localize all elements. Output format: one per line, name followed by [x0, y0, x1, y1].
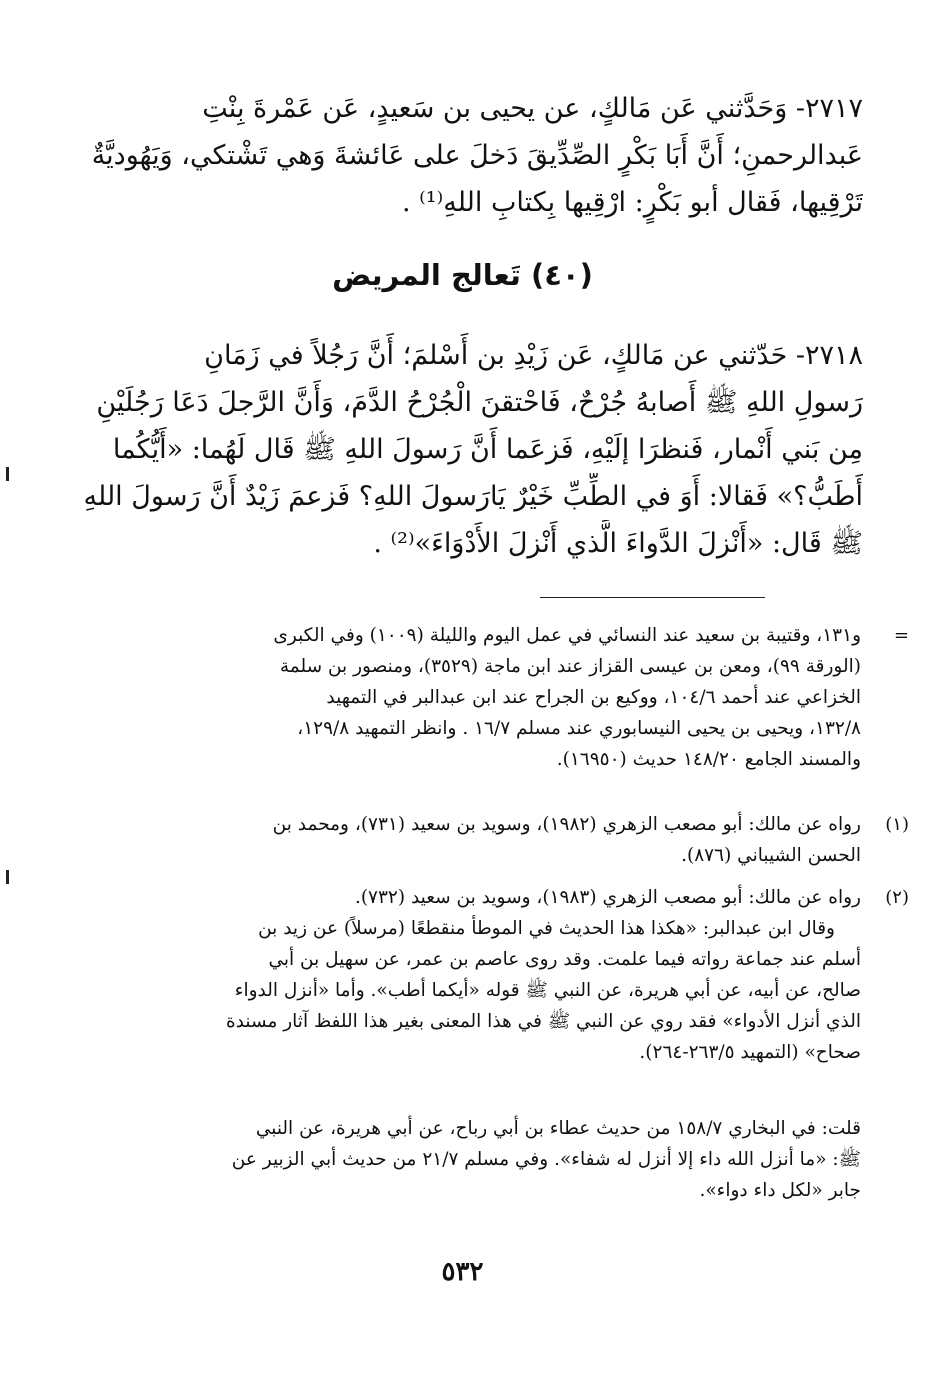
hadith-line: رَسولِ اللهِ ﷺ أَصابهُ جُرْحٌ، فَاحْتقنَ الْجُرْحُ الدَّمَ، وَأَنَّ الرَّجلَ دَعَا رَجُلَيْنِ [96, 387, 863, 418]
footnote-quote-line: صحاح» (التمهيد ٢٦٣/٥-٢٦٤). [639, 1042, 861, 1063]
footnote-quote-line: أسلم عند جماعة رواته فيما علمت. وقد روى عاصم بن عمر، عن سهيل بن أبي [268, 949, 861, 970]
footnote-note-line: جابر «لكل داء دواء». [699, 1180, 861, 1201]
footnote-line: رواه عن مالك: أبو مصعب الزهري (١٩٨٣)، وسويد بن سعيد (٧٣٢). [354, 887, 861, 908]
footnote-quote-line: صالح، عن أبيه، عن أبي هريرة، عن النبي ﷺ قوله «أيكما أطب». وأما «أنزل الدواء [234, 980, 861, 1001]
footnote-separator [540, 597, 765, 598]
hadith-2718 [72, 332, 863, 567]
footnote-note-line: ﷺ: «ما أنزل الله داء إلا أنزل له شفاء». وفي مسلم ٢١/٧ من حديث أبي الزبير عن [231, 1149, 861, 1170]
footnote-line: الخزاعي عند أحمد ١٠٤/٦، ووكيع بن الجراح عند ابن عبدالبر في التمهيد [326, 687, 861, 708]
hadith-line: أَطَبُّ؟» فَقالا: أَوَ في الطِّبِّ خَيْرٌ يَارَسولَ اللهِ؟ فَزعمَ زَيْدٌ أَنَّ رَسولَ اللهِ [83, 481, 863, 512]
footnote-1 [72, 809, 909, 871]
footnote-number: (١) [885, 814, 909, 835]
hadith-line: ٢٧١٨- حَدّثني عن مَالكٍ، عَن زَيْدِ بن أَسْلمَ؛ أَنَّ رَجُلاً في زَمَانِ [204, 340, 863, 371]
footnote-line: الحسن الشيباني (٨٧٦). [681, 845, 861, 866]
margin-mark [6, 467, 9, 481]
footnote-number: (٢) [885, 887, 909, 908]
margin-mark [6, 870, 9, 884]
footnote-2-note [72, 1113, 861, 1206]
footnote-line: و١٣١، وقتيبة بن سعيد عند النسائي في عمل اليوم والليلة (١٠٠٩) وفي الكبرى [273, 625, 861, 646]
footnote-quote-line: وقال ابن عبدالبر: «هكذا هذا الحديث في الموطأ منقطعًا (مرسلاً) عن زيد بن [258, 918, 835, 939]
footnote-line: رواه عن مالك: أبو مصعب الزهري (١٩٨٢)، وسويد بن سعيد (٧٣١)، ومحمد بن [272, 814, 861, 835]
hadith-line: تَرْقِيها، فَقال أبو بَكْرٍ: ارْقِيها بِكتابِ اللهِ⁽¹⁾ . [401, 187, 863, 218]
footnote-continuation [72, 620, 909, 775]
hadith-line: ٢٧١٧- وَحَدَّثني عَن مَالكٍ، عن يحيى بن سَعيدٍ، عَن عَمْرةَ بِنْتِ [202, 93, 863, 124]
section-heading: (٤٠) تَعالج المريض [332, 258, 593, 292]
hadith-line: ﷺ قَال: «أَنْزلَ الدَّواءَ الَّذي أَنْزلَ الأَدْوَاءَ»⁽²⁾ . [373, 528, 863, 559]
hadith-line: عَبدالرحمنِ؛ أَنَّ أَبَا بَكْرٍ الصِّدِّيقَ دَخلَ على عَائشةَ وَهي تَشْتكي، وَيَهُوديَّةٌ [91, 140, 863, 171]
footnote-line: والمسند الجامع ١٤٨/٢٠ حديث (١٦٩٥٠). [556, 749, 861, 770]
footnote-quote-line: الذي أنزل الأدواء» فقد روي عن النبي ﷺ في هذا المعنى بغير هذا اللفظ آثار مسندة [225, 1011, 861, 1032]
continuation-mark: = [893, 625, 909, 646]
footnote-line: ١٣٢/٨، ويحيى بن يحيى النيسابوري عند مسلم ١٦/٧ . وانظر التمهيد ١٢٩/٨، [297, 718, 861, 739]
footnote-note-line: قلت: في البخاري ١٥٨/٧ من حديث عطاء بن أبي رباح، عن أبي هريرة، عن النبي [255, 1118, 861, 1139]
hadith-2717 [72, 85, 863, 226]
footnote-2 [72, 882, 909, 1068]
footnote-line: (الورقة ٩٩)، ومعن بن عيسى القزاز عند ابن ماجة (٣٥٢٩)، ومنصور بن سلمة [279, 656, 861, 677]
page-number: ٥٣٢ [441, 1257, 484, 1287]
hadith-line: مِن بَني أَنْمار، فَنظرَا إلَيْهِ، فَزعَما أَنَّ رَسولَ اللهِ ﷺ قَال لَهُما: «أَيُّكُما [112, 434, 863, 465]
